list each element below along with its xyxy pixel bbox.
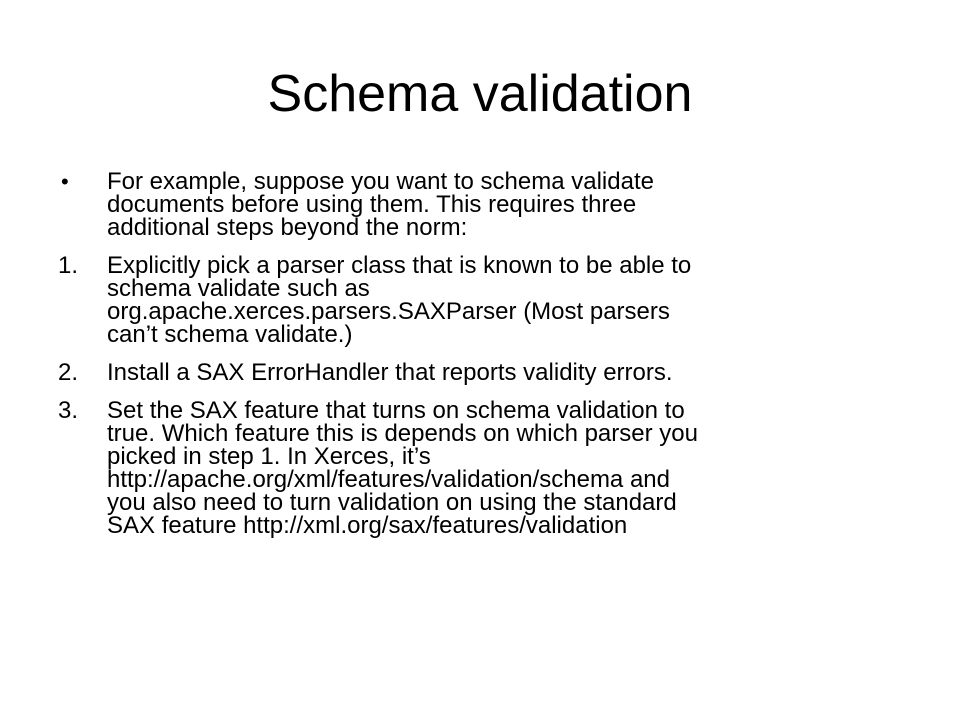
text-line: SAX feature http://xml.org/sax/features/validation	[107, 512, 628, 539]
text-line: Install a SAX ErrorHandler that reports validity errors.	[107, 359, 673, 386]
text-line: you also need to turn validation on using the standard	[107, 489, 677, 516]
text-line: picked in step 1. In Xerces, it’s	[107, 443, 431, 470]
text-line: http://apache.org/xml/features/validation/schema and	[107, 466, 670, 493]
text-line: true. Which feature this is depends on which parser you	[107, 420, 698, 447]
step-2	[58, 361, 908, 384]
slide-body	[58, 170, 908, 552]
intro-text	[107, 170, 908, 239]
step-number: 1.	[58, 252, 79, 279]
step-text	[107, 399, 908, 537]
text-line: documents before using them. This requires three	[107, 191, 637, 218]
text-line: can’t schema validate.)	[107, 321, 353, 348]
text-line: Explicitly pick a parser class that is known to be able to	[107, 252, 692, 279]
text-line: For example, suppose you want to schema validate	[107, 168, 654, 195]
step-text	[107, 361, 908, 384]
text-line: additional steps beyond the norm:	[107, 214, 468, 241]
text-line: Set the SAX feature that turns on schema validation to	[107, 397, 685, 424]
step-3	[58, 399, 908, 537]
text-line: schema validate such as	[107, 275, 370, 302]
bullet-marker: •	[61, 169, 69, 194]
slide-title: Schema validation	[267, 65, 693, 123]
step-text	[107, 254, 908, 346]
intro-bullet	[58, 170, 908, 239]
step-number: 2.	[58, 359, 79, 386]
step-1	[58, 254, 908, 346]
step-number: 3.	[58, 397, 79, 424]
text-line: org.apache.xerces.parsers.SAXParser (Most parsers	[107, 298, 670, 325]
